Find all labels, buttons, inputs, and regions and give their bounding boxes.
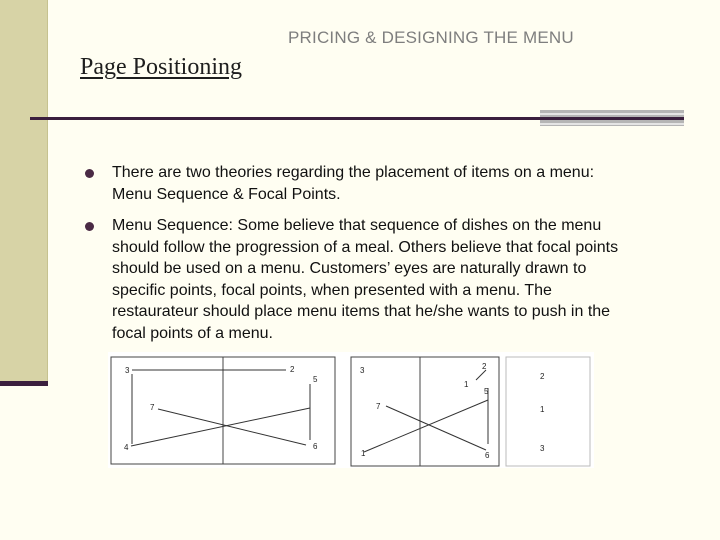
panel-3-label: 1	[540, 405, 545, 414]
bullet-dot-icon	[85, 169, 94, 178]
left-accent-bar-base	[0, 381, 48, 386]
panel-2-line	[386, 406, 486, 450]
panel-3-frame	[506, 357, 590, 466]
panel-1-line	[131, 408, 310, 446]
panel-2-line	[476, 370, 486, 380]
panel-1-label: 5	[313, 375, 318, 384]
panel-2-label: 2	[482, 362, 487, 371]
bullet-item	[112, 162, 632, 205]
menu-layout-diagram	[108, 352, 594, 468]
panel-3-label: 2	[540, 372, 545, 381]
panel-1-label: 4	[124, 443, 129, 452]
panel-1-label: 2	[290, 365, 295, 374]
panel-2-label: 6	[485, 451, 490, 460]
panel-3-label: 3	[540, 444, 545, 453]
header-title: PRICING & DESIGNING THE MENU	[288, 28, 574, 47]
panel-1-label: 6	[313, 442, 318, 451]
panel-2-label: 1	[361, 449, 366, 458]
panel-2-label: 7	[376, 402, 381, 411]
figure-panel-1	[111, 357, 335, 464]
figure-panel-2	[351, 357, 499, 466]
bullet-item	[112, 215, 632, 344]
bullet-list	[112, 162, 632, 354]
panel-1-label: 3	[125, 366, 130, 375]
panel-2-label: 1	[464, 380, 469, 389]
bullet-dot-icon	[85, 222, 94, 231]
page-heading: Page Positioning	[80, 54, 243, 80]
panel-2-label: 5	[484, 387, 489, 396]
panel-2-line	[364, 400, 488, 452]
panel-1-line	[158, 409, 306, 445]
bullet-text: Menu Sequence: Some believe that sequence of dishes on the menu should follow the progression of a meal. Others believe that focal points should be used on a menu. Customers’ eyes are naturally drawn to specific points, focal points, when presented with a menu. The restaurateur should place menu items that he/she wants to push in the focal points of a menu.	[112, 217, 619, 342]
panel-2-frame	[351, 357, 499, 466]
panel-2-label: 3	[360, 366, 365, 375]
heading-divider	[30, 117, 684, 120]
left-accent-bar	[0, 0, 48, 384]
figure-panel-3	[506, 357, 590, 466]
bullet-text: There are two theories regarding the placement of items on a menu: Menu Sequence & Focal Points.	[112, 164, 595, 203]
menu-layout-figures	[108, 352, 594, 468]
panel-1-label: 7	[150, 403, 155, 412]
